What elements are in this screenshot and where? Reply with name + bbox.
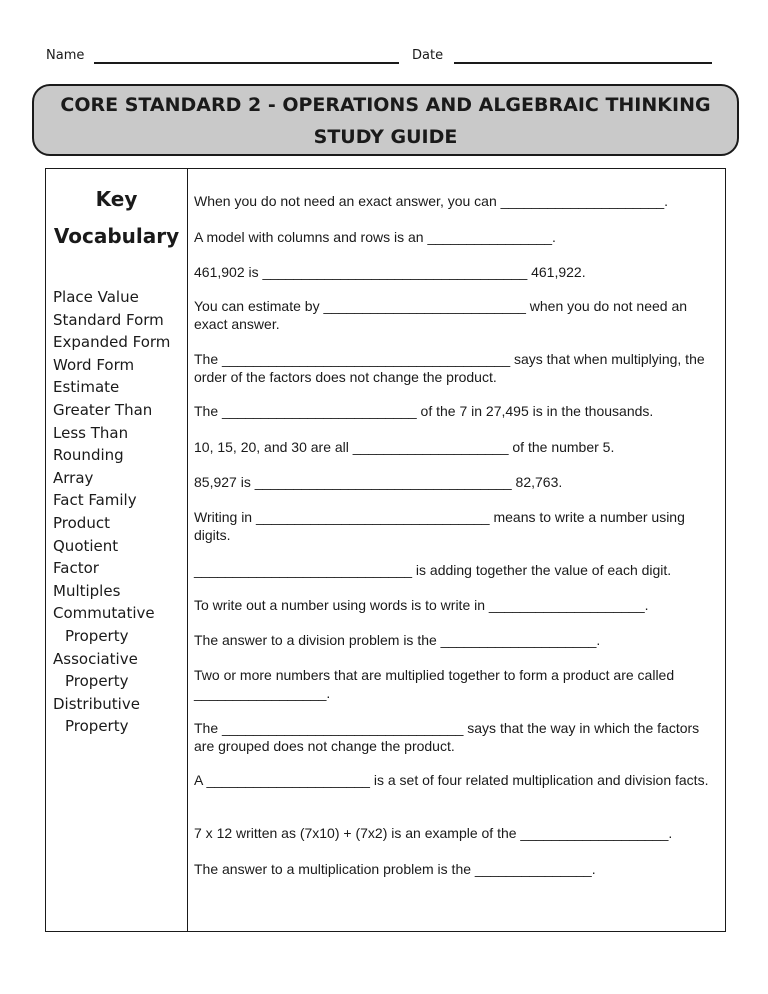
date-label: Date	[412, 48, 444, 63]
vocab-item: Property	[65, 626, 129, 645]
vocab-item: Fact Family	[53, 491, 137, 510]
vocab-item: Distributive	[53, 694, 140, 713]
vocab-item: Associative	[53, 649, 138, 668]
vocab-item: Less Than	[53, 423, 129, 442]
vocab-item: Greater Than	[53, 400, 153, 419]
question-item[interactable]: 461,902 is __________________________________ 461,922.	[194, 264, 586, 280]
vocab-item: Property	[65, 672, 129, 691]
question-item[interactable]: 7 x 12 written as (7x10) + (7x2) is an example of the ___________________.	[194, 825, 673, 841]
title-banner	[32, 84, 739, 156]
question-item[interactable]: ____________________________ is adding together the value of each digit.	[194, 562, 672, 578]
vocab-item: Estimate	[53, 378, 120, 397]
vocab-item: Expanded Form	[53, 333, 171, 352]
vocab-list	[53, 286, 170, 738]
banner-title: CORE STANDARD 2 - OPERATIONS AND ALGEBRAIC THINKING	[60, 94, 711, 116]
name-date-row	[46, 46, 718, 66]
question-item[interactable]: To write out a number using words is to write in ____________________.	[194, 597, 649, 613]
question-item[interactable]: A model with columns and rows is an ________________.	[194, 229, 556, 245]
question-item[interactable]: The _____________________________________ says that when multiplying, the order of the factors does not change the product.	[194, 351, 705, 385]
vocab-item: Factor	[53, 559, 99, 578]
vocab-item: Word Form	[53, 355, 135, 374]
column-divider	[187, 169, 188, 931]
name-field-line[interactable]	[94, 62, 399, 64]
question-item[interactable]: The answer to a multiplication problem is the _______________.	[194, 861, 596, 877]
vocab-item: Standard Form	[53, 310, 164, 329]
question-item[interactable]: 85,927 is _________________________________ 82,763.	[194, 474, 563, 490]
vocab-item: Place Value	[53, 288, 139, 306]
vocab-item: Commutative	[53, 604, 155, 623]
vocab-title-vocabulary: Vocabulary	[53, 224, 180, 248]
question-item[interactable]: Two or more numbers that are multiplied together to form a product are called _________________.	[194, 667, 675, 701]
question-item[interactable]: A _____________________ is a set of four related multiplication and division facts.	[194, 772, 709, 788]
question-item[interactable]: The _______________________________ says that the way in which the factors are grouped does not change the product.	[194, 720, 700, 754]
vocab-item: Property	[65, 717, 129, 736]
name-label: Name	[46, 48, 85, 63]
question-item[interactable]: Writing in ______________________________ means to write a number using digits.	[194, 509, 685, 543]
date-field-line[interactable]	[454, 62, 712, 64]
vocab-item: Multiples	[53, 581, 121, 600]
question-item[interactable]: The _________________________ of the 7 in 27,495 is in the thousands.	[194, 403, 654, 419]
vocab-item: Product	[53, 513, 110, 532]
vocab-title-key: Key	[95, 187, 138, 211]
vocab-item: Array	[53, 468, 94, 487]
vocab-item: Quotient	[53, 536, 119, 555]
question-item[interactable]: When you do not need an exact answer, you can _____________________.	[194, 193, 669, 209]
question-item[interactable]: 10, 15, 20, and 30 are all ____________________ of the number 5.	[194, 439, 615, 455]
banner-subtitle: STUDY GUIDE	[313, 126, 458, 148]
vocab-item: Rounding	[53, 446, 124, 465]
question-item[interactable]: The answer to a division problem is the ____________________.	[194, 632, 601, 648]
question-item[interactable]: You can estimate by __________________________ when you do not need an exact answer.	[194, 298, 688, 332]
study-guide-box	[45, 168, 726, 932]
